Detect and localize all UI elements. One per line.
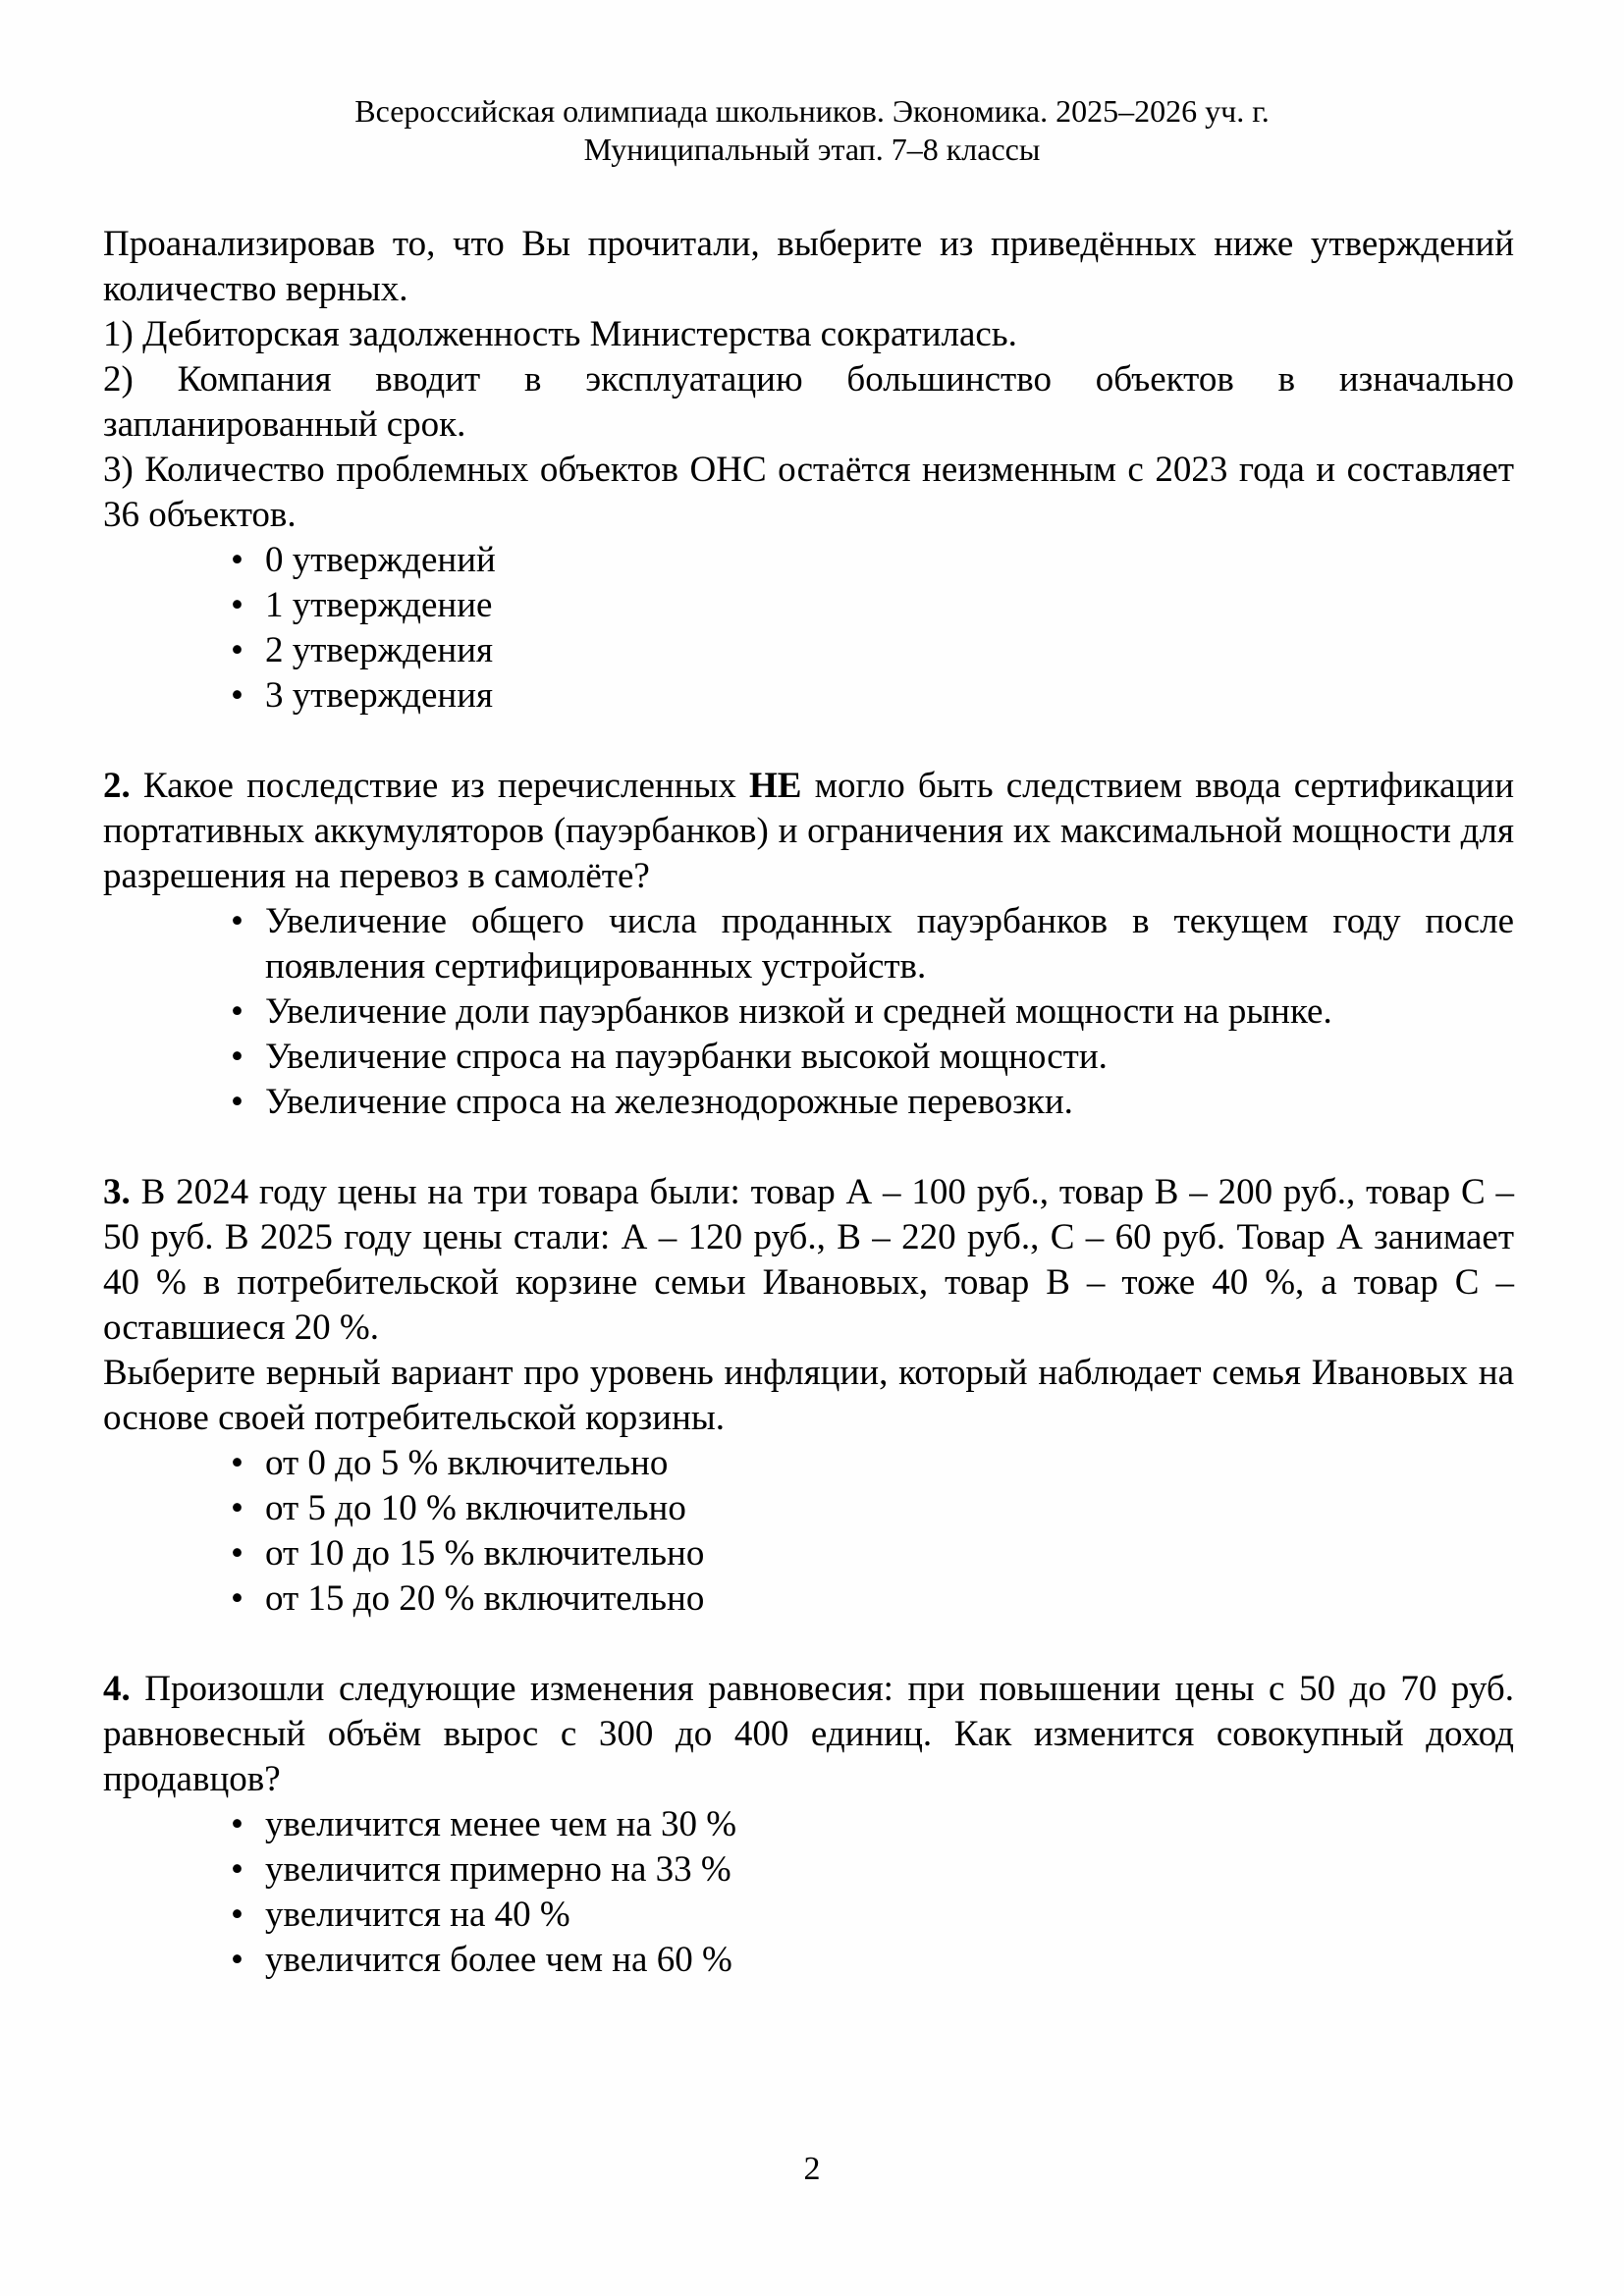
answer-option <box>103 1893 1514 1938</box>
answer-option-label: Увеличение общего числа проданных пауэрбанков в текущем году после появления сертифицированных устройств. <box>265 901 1514 987</box>
answer-option <box>103 628 1514 673</box>
answer-option-label: 2 утверждения <box>265 630 494 670</box>
answer-option-label: увеличится более чем на 60 % <box>265 1940 732 1980</box>
answer-option <box>103 673 1514 719</box>
answer-option-label: от 10 до 15 % включительно <box>265 1533 705 1574</box>
statement-1: 1) Дебиторская задолженность Министерства сократилась. <box>103 314 1017 354</box>
answer-option <box>103 1576 1514 1622</box>
answer-option <box>103 1531 1514 1576</box>
answer-option <box>103 899 1514 989</box>
page-number: 2 <box>803 2151 821 2187</box>
statement-3: 3) Количество проблемных объектов ОНС остаётся неизменным с 2023 года и составляет 36 объектов. <box>103 450 1514 535</box>
question-4-text <box>103 1667 1514 1802</box>
answer-option <box>103 538 1514 583</box>
answer-option-label: Увеличение доли пауэрбанков низкой и средней мощности на рынке. <box>265 991 1332 1032</box>
question-3-text-body: В 2024 году цены на три товара были: товар А – 100 руб., товар В – 200 руб., товар С – 50 руб. В 2025 году цены стали: А – 120 руб., В – 220 руб., С – 60 руб. Товар А занимает 40 % в потребительской корзине семьи Ивановых, товар В – тоже 40 %, а товар С – оставшиеся 20 %. <box>103 1172 1514 1348</box>
document-header <box>0 0 1624 169</box>
question-2-text <box>103 764 1514 899</box>
header-line-olympiad: Всероссийская олимпиада школьников. Экономика. 2025–2026 уч. г. <box>354 93 1270 129</box>
answer-option <box>103 583 1514 628</box>
answer-option <box>103 1938 1514 1983</box>
answer-option-label: от 0 до 5 % включительно <box>265 1443 669 1483</box>
answer-option <box>103 1035 1514 1080</box>
answer-option-label: 3 утверждения <box>265 675 494 716</box>
header-line-stage: Муниципальный этап. 7–8 классы <box>583 132 1041 167</box>
statement-2: 2) Компания вводит в эксплуатацию большинство объектов в изначально запланированный срок. <box>103 359 1514 445</box>
question-4-number: 4. <box>103 1669 131 1709</box>
question-2-text-end: могло быть следствием ввода сертификации портативных аккумуляторов (пауэрбанков) и ограничения их максимальной мощности для разрешения на перевоз в самолёте? <box>103 766 1514 896</box>
question-1-options <box>103 538 1514 719</box>
question-4-text-body: Произошли следующие изменения равновесия: при повышении цены с 50 до 70 руб. равновесный объём вырос с 300 до 400 единиц. Как изменится совокупный доход продавцов? <box>103 1669 1514 1799</box>
question-3 <box>103 1170 1514 1622</box>
intro-instruction: Проанализировав то, что Вы прочитали, выберите из приведённых ниже утверждений количество верных. <box>103 224 1514 309</box>
question-1-continuation <box>103 222 1514 719</box>
answer-option-label: Увеличение спроса на железнодорожные перевозки. <box>265 1082 1073 1122</box>
answer-option-label: Увеличение спроса на пауэрбанки высокой мощности. <box>265 1037 1108 1077</box>
question-2-text-start: Какое последствие из перечисленных <box>130 766 749 806</box>
question-4 <box>103 1667 1514 1983</box>
answer-option-label: от 15 до 20 % включительно <box>265 1578 705 1619</box>
answer-option <box>103 1847 1514 1893</box>
question-2-bold-word: НЕ <box>748 766 802 806</box>
answer-option <box>103 1441 1514 1486</box>
answer-option <box>103 1802 1514 1847</box>
question-2-number: 2. <box>103 766 131 806</box>
question-3-text <box>103 1170 1514 1351</box>
question-2 <box>103 764 1514 1125</box>
question-2-options <box>103 899 1514 1125</box>
answer-option <box>103 1486 1514 1531</box>
question-3-number: 3. <box>103 1172 131 1212</box>
answer-option <box>103 1080 1514 1125</box>
answer-option-label: 0 утверждений <box>265 540 496 580</box>
question-4-options <box>103 1802 1514 1983</box>
answer-option <box>103 989 1514 1035</box>
question-3-options <box>103 1441 1514 1622</box>
answer-option-label: увеличится менее чем на 30 % <box>265 1804 737 1844</box>
answer-option-label: увеличится примерно на 33 % <box>265 1849 731 1890</box>
answer-option-label: увеличится на 40 % <box>265 1895 570 1935</box>
question-3-text-2: Выберите верный вариант про уровень инфляции, который наблюдает семья Ивановых на основе своей потребительской корзины. <box>103 1353 1514 1438</box>
document-body <box>103 222 1514 1983</box>
answer-option-label: от 5 до 10 % включительно <box>265 1488 686 1528</box>
answer-option-label: 1 утверждение <box>265 585 493 625</box>
